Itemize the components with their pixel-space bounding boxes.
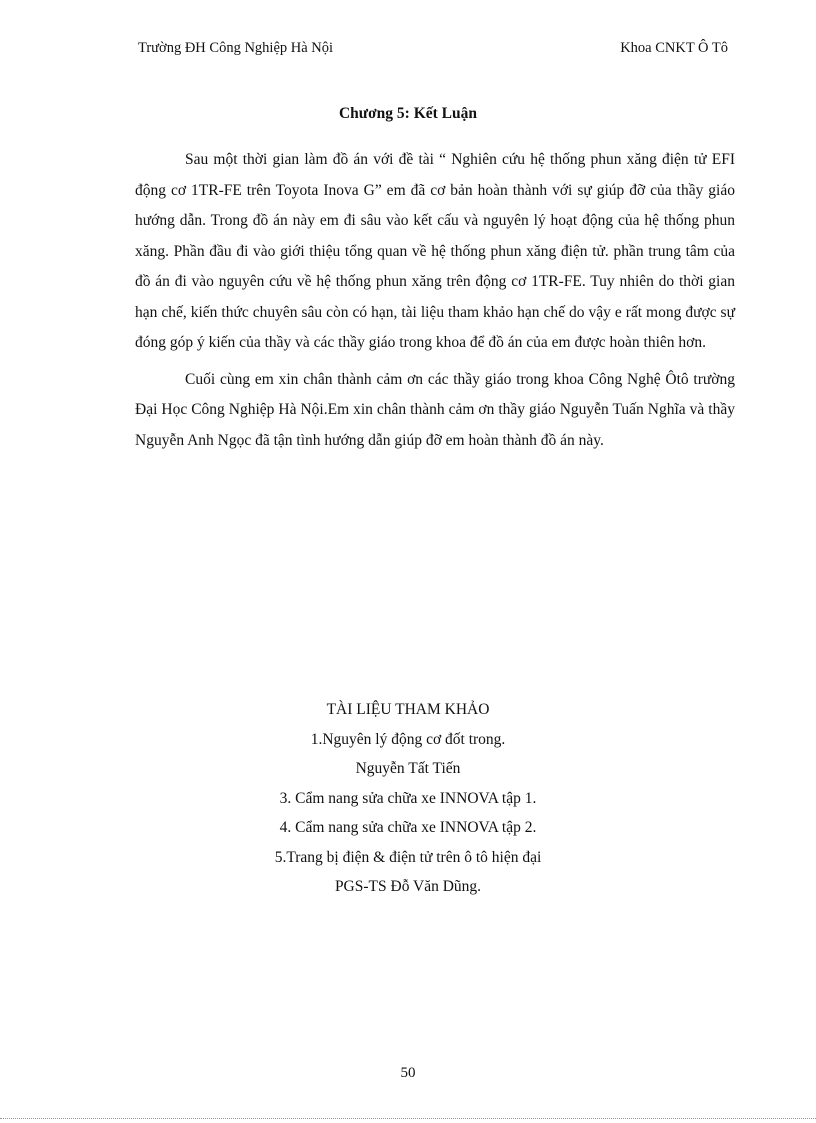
reference-line: 4. Cẩm nang sửa chữa xe INNOVA tập 2. [279, 819, 537, 836]
bottom-divider [0, 1118, 816, 1120]
references-section [0, 695, 816, 902]
reference-line: 3. Cẩm nang sửa chữa xe INNOVA tập 1. [279, 789, 537, 807]
references-title: TÀI LIỆU THAM KHẢO [326, 701, 490, 718]
conclusion-paragraph-1: Sau một thời gian làm đồ án với đề tài “ Nghiên cứu hệ thống phun xăng điện tử EFI động cơ 1TR-FE trên Toyota Inova G” em đã cơ bản hoàn thành với sự giúp đỡ của thầy giáo hướng dẫn. Trong đồ án này em đi sâu vào kết cấu và nguyên lý hoạt động của hệ thống phun xăng. Phần đầu đi vào giới thiệu tổng quan về hệ thống phun xăng điện tử. phần trung tâm của đồ án đi vào nguyên cứu về hệ thống phun xăng trên động cơ 1TR-FE. Tuy nhiên do thời gian hạn chế, kiến thức chuyên sâu còn có hạn, tài liệu tham khảo hạn chế do vậy e rất mong được sự đóng góp ý kiến của thầy và các thầy giáo trong khoa để đồ án của em được hoàn thiên hơn. [135, 151, 735, 351]
header-faculty-name: Khoa CNKT Ô Tô [620, 40, 728, 56]
page-header [138, 40, 728, 62]
reference-line: PGS-TS Đỗ Văn Dũng. [334, 878, 482, 895]
page-number: 50 [400, 1065, 416, 1081]
reference-line: Nguyễn Tất Tiến [355, 760, 461, 777]
reference-line: 1.Nguyên lý động cơ đốt trong. [310, 730, 506, 748]
chapter-title: Chương 5: Kết Luận [338, 105, 478, 122]
reference-line: 5.Trang bị điện & điện tử trên ô tô hiện đại [274, 848, 542, 866]
header-school-name: Trường ĐH Công Nghiệp Hà Nội [138, 40, 334, 56]
conclusion-paragraph-2: Cuối cùng em xin chân thành cảm ơn các thầy giáo trong khoa Công Nghệ Ôtô trường Đại Học Công Nghiệp Hà Nội.Em xin chân thành cảm ơn thầy giáo Nguyễn Tuấn Nghĩa và thầy Nguyễn Anh Ngọc đã tận tình hướng dẫn giúp đỡ em hoàn thành đồ án này. [135, 370, 735, 449]
conclusion-body [135, 145, 735, 462]
